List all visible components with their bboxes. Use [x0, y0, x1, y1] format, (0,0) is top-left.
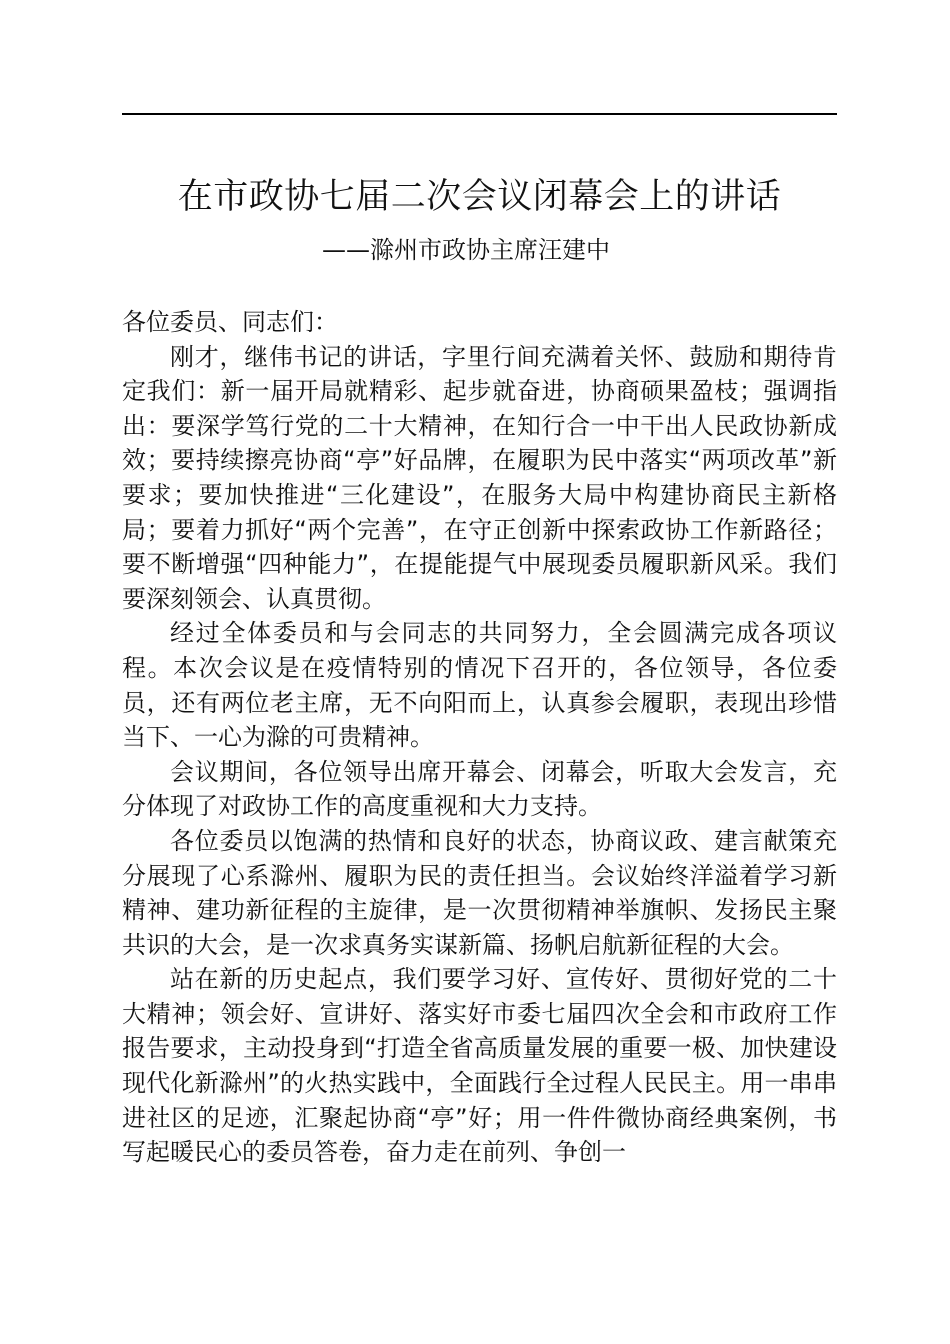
- salutation: 各位委员、同志们：: [122, 308, 338, 336]
- document-subtitle: ——滁州市政协主席汪建中: [322, 236, 610, 264]
- document-title: 在市政协七届二次会议闭幕会上的讲话: [177, 177, 782, 217]
- header-rule: [122, 113, 837, 115]
- paragraph: 会议期间，各位领导出席开幕会、闭幕会，听取大会发言，充分体现了对政协工作的高度重视和大力支持。: [122, 757, 837, 821]
- paragraph: 各位委员以饱满的热情和良好的状态，协商议政、建言献策充分展现了心系滁州、履职为民的责任担当。会议始终洋溢着学习新精神、建功新征程的主旋律，是一次贯彻精神举旗帜、发扬民主聚共识的大会，是一次求真务实谋新篇、扬帆启航新征程的大会。: [122, 826, 837, 959]
- paragraph: 刚才，继伟书记的讲话，字里行间充满着关怀、鼓励和期待肯定我们：新一届开局就精彩、起步就奋进，协商硕果盈枝；强调指出：要深学笃行党的二十大精神，在知行合一中干出人民政协新成效；要持续擦亮协商“亭”好品牌，在履职为民中落实“两项改革”新要求；要加快推进“三化建设”，在服务大局中构建协商民主新格局；要着力抓好“两个完善”，在守正创新中探索政协工作新路径；要不断增强“四种能力”，在提能提气中展现委员履职新风采。我们要深刻领会、认真贯彻。: [122, 342, 837, 613]
- paragraph: 经过全体委员和与会同志的共同努力，全会圆满完成各项议程。本次会议是在疫情特别的情况下召开的，各位领导，各位委员，还有两位老主席，无不向阳而上，认真参会履职，表现出珍惜当下、一心为滁的可贵精神。: [122, 619, 837, 752]
- paragraph: 站在新的历史起点，我们要学习好、宣传好、贯彻好党的二十大精神；领会好、宣讲好、落实好市委七届四次全会和市政府工作报告要求，主动投身到“打造全省高质量发展的重要一极、加快建设现代化新滁州”的火热实践中，全面践行全过程人民民主。用一串串进社区的足迹，汇聚起协商“亭”好；用一件件微协商经典案例，书写起暖民心的委员答卷，奋力走在前列、争创一: [122, 965, 837, 1167]
- document-body: [122, 305, 837, 1170]
